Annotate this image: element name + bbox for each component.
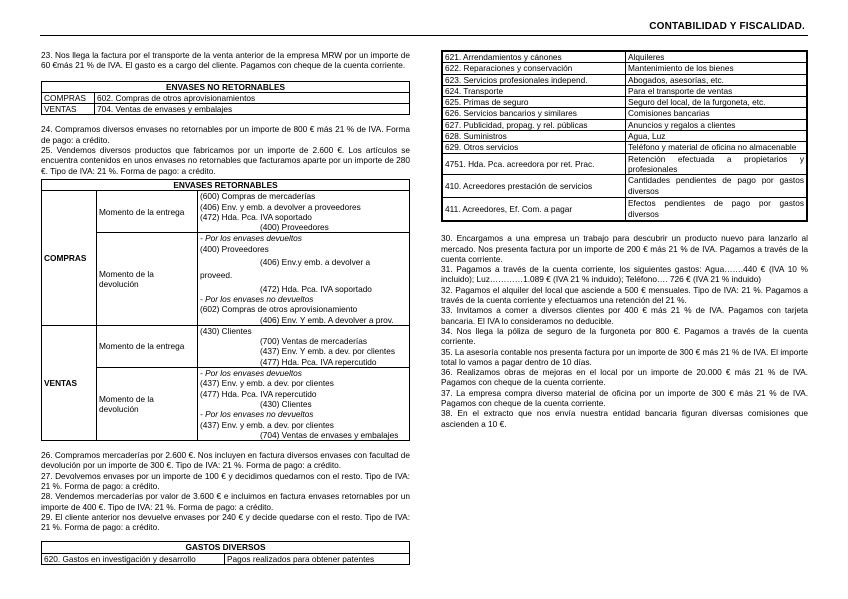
table-cell: Seguro del local, de la furgoneta, etc. [626,97,808,108]
table-envases-retornables [41,179,410,441]
entry-line: proveed. [200,270,233,281]
entry-line: (437) Env. Y emb. a dev. por clientes [260,346,395,357]
exercise-29: 29. El cliente anterior nos devuelve envases por 240 € y decide quedarse con el resto. Tipo de IVA: 21 %. Forma de pago: a crédito. [41,511,410,533]
table-cell-ventas-devolucion [198,368,410,441]
table-cell: Anuncios y regalos a clientes [626,119,808,130]
table-cell: Para el transporte de ventas [626,85,808,96]
header-rule [40,35,808,36]
entry-line: (437) Env. y emb. a dev. por clientes [200,419,334,430]
exercise-37: 37. La empresa compra diverso material de oficina por un importe de 300 € más 21 % de IVA. Pagamos con cheque de la cuenta corriente. [441,387,808,409]
table-cell: Mantenimiento de los bienes [626,63,808,74]
entry-line: (430) Clientes [260,398,312,409]
table-cell: 704. Ventas de envases y embalajes [95,104,410,115]
table-cell: Momento de la entrega [97,325,198,367]
table-cell-compras: COMPRAS [42,191,97,326]
exercise-36: 36. Realizamos obras de mejoras en el local por un importe de 20.000 € más 21 % de IVA. Pagamos con cheque de la cuenta corriente. [441,367,808,388]
table-cell: 624. Transporte [442,85,626,96]
table-cell: Retención efectuada a propietarios y profesionales [626,153,808,175]
table-cell: Abogados, asesorías, etc. [626,74,808,85]
table-gastos-diversos [41,541,410,565]
table-cell: Agua, Luz [626,131,808,142]
exercise-27: 27. Devolvemos envases por un importe de 100 € y decidimos quedarnos con el resto. Tipo de IVA: 21 %. Forma de pago: a crédito. [41,470,410,491]
exercise-25: 25. Vendemos diversos productos que fabricamos por un importe de 2.600 €. Los artículos se encuentra contenidos en unos envases no retornables que facturamos aparte por un importe de 280 €. Tipo de IVA: 21 %. Forma de pago: a crédito. [41,145,410,176]
table-cell: 627. Publicidad, propag. y rel. públicas [442,119,626,130]
exercise-35: 35. La asesoría contable nos presenta factura por un importe de 300 € más 21 % de IVA. El importe total lo vamos a pagar dentro de 10 días. [441,346,808,367]
table-cell: 621. Arrendamientos y cánones [442,51,626,63]
table-cell: 620. Gastos en investigación y desarrollo [42,553,225,564]
entry-line: - Por los envases devueltos [200,233,302,244]
table-cell: Efectos pendientes de pago por gastos diversos [626,198,808,222]
entry-line: (406) Env. y emb. a devolver a proveedores [200,201,361,212]
entry-line: - Por los envases no devueltos [200,293,314,304]
table-cell-ventas: VENTAS [42,325,97,440]
table-cell-compras-entrega [198,191,410,233]
exercise-23: 23. Nos llega la factura por el transporte de la venta anterior de la empresa MRW por un importe de 60 €más 21 % de IVA. El gasto es a cargo del cliente. Pagamos con cheque de la cuenta corriente. [41,50,410,71]
table-envases-no-retornables [41,81,410,116]
table-cell: Momento de la devolución [97,233,198,325]
table-cell-ventas-entrega [198,325,410,367]
table-cell: Teléfono y material de oficina no almacenable [626,142,808,153]
table-title: ENVASES NO RETORNABLES [42,81,410,92]
entry-line: (704) Ventas de envases y embalajes [260,429,399,440]
exercise-28: 28. Vendemos mercaderías por valor de 3.600 € e incluimos en factura envases retornables por un importe de 400 €. Tipo de IVA: 21 %. Forma de pago: a crédito. [41,491,410,512]
table-cell: 4751. Hda. Pca. acreedora por ret. Prac. [442,153,626,175]
entry-line: (437) Env. y emb. a dev. por clientes [200,378,334,389]
table-cell-compras-devolucion [198,233,410,325]
entry-line: (400) Proveedores [260,222,329,233]
table-cell: 626. Servicios bancarios y similares [442,108,626,119]
table-cell: Cantidades pendientes de pago por gastos diversos [626,175,808,198]
table-cell: Alquileres [626,51,808,63]
table-cell: Momento de la devolución [97,368,198,441]
entry-line: (700) Ventas de mercaderías [260,336,367,347]
entry-line: (477) Hda. Pca. IVA repercutido [200,388,317,399]
table-cell: 625. Primas de seguro [442,97,626,108]
table-cell: 628. Suministros [442,131,626,142]
exercise-30: 30. Encargamos a una empresa un trabajo para descubrir un producto nuevo para lanzarlo al mercado. Nos presenta factura por un importe de 200 € más 21 % de IVA. Pagamos a través de la cuenta corriente. [441,233,808,264]
table-cell: 629. Otros servicios [442,142,626,153]
table-cuentas-gastos [441,50,808,222]
exercise-33: 33. Invitamos a comer a diversos clientes por 400 € más 21 % de IVA. Pagamos con tarjeta bancaria. El IVA lo consideramos no deducible. [441,305,808,326]
table-cell: COMPRAS [42,92,95,103]
table-title: ENVASES RETORNABLES [42,179,410,190]
exercise-32: 32. Pagamos el alquiler del local que asciende a 500 € mensuales. Tipo de IVA: 21 %. Pagamos a través de la cuenta corriente y efectuamos una retención del 21 %. [441,284,808,306]
entry-line: (602) Compras de otros aprovisionamiento [200,304,358,315]
exercise-34: 34. Nos llega la póliza de seguro de la furgoneta por 800 €. Pagamos a través de la cuenta corriente. [441,325,808,347]
table-cell: 411. Acreedores, Ef. Com. a pagar [442,198,626,222]
table-cell: Pagos realizados para obtener patentes [225,553,410,564]
table-cell: 602. Compras de otros aprovisionamientos [95,92,410,103]
entry-line: - Por los envases devueltos [200,368,302,379]
left-column [41,50,410,565]
entry-line: (477) Hda. Pca. IVA repercutido [260,356,377,367]
exercise-26: 26. Compramos mercaderías por 2.600 €. Nos incluyen en factura diversos envases con facultad de devolución por un importe de 300 €. Tipo de IVA: 21 %. Forma de pago: a crédito. [41,450,410,471]
entry-line: (472) Hda. Pca. IVA soportado [260,283,372,294]
table-cell: VENTAS [42,104,95,115]
table-cell: Comisiones bancarias [626,108,808,119]
table-cell: Momento de la entrega [97,191,198,233]
exercise-31: 31. Pagamos a través de la cuenta corriente, los siguientes gastos: Agua…….440 € (IVA 10 % incluido); Luz…………1.089 € (IVA 21 % induido); Teléfono…. 726 € (IVA 21 % induido) [441,264,808,285]
entry-line: - Por los envases no devueltos [200,409,314,420]
exercise-24: 24. Compramos diversos envases no retornables por un importe de 800 € más 21 % de IVA. Forma de pago: a crédito. [41,124,410,145]
entry-line: (400) Proveedores [200,243,269,254]
entry-line: (406) Env. Y emb. A devolver a prov. [260,314,394,325]
table-title: GASTOS DIVERSOS [42,542,410,553]
table-cell: 622. Reparaciones y conservación [442,63,626,74]
entry-line: (600) Compras de mercaderías [200,191,316,202]
entry-line: (430) Clientes [200,325,252,336]
exercise-38: 38. En el extracto que nos envía nuestra entidad bancaria figuran diversas comisiones que ascienden a 10 €. [441,408,808,429]
right-column [441,50,808,429]
table-cell: 410. Acreedores prestación de servicios [442,175,626,198]
entry-line: (406) Env.y emb. a devolver a [260,257,371,268]
entry-line: (472) Hda. Pca. IVA soportado [200,211,312,222]
page-header-title: CONTABILIDAD Y FISCALIDAD. [649,21,805,32]
table-cell: 623. Servicios profesionales independ. [442,74,626,85]
